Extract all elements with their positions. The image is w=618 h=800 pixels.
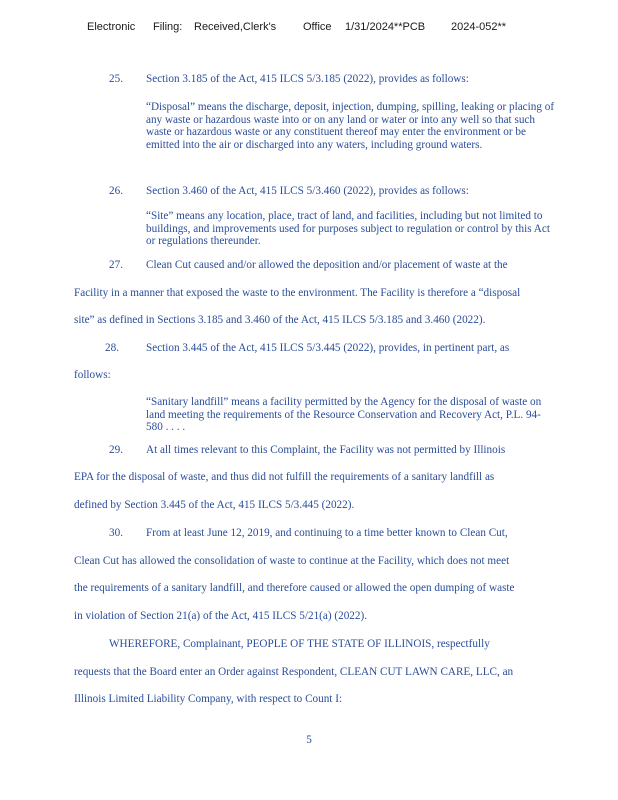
paragraph-number-25: 25. (109, 73, 123, 85)
paragraph-number-27: 27. (109, 259, 123, 271)
paragraph-number-29: 29. (109, 444, 123, 456)
header-case: 2024-052** (451, 21, 507, 33)
paragraph-29-line-2: EPA for the disposal of waste, and thus did not fulfill the requirements of a sanitary landfill as (74, 471, 495, 483)
paragraph-number-28: 28. (105, 342, 119, 354)
paragraph-number-26: 26. (109, 185, 123, 197)
block-quote-site: “Site” means any location, place, tract of land, and facilities, including but not limited to buildings, and improvements used for purposes subject to regulation or control by this Act or regulations thereunder. (146, 210, 550, 247)
paragraph-27-line-2: Facility in a manner that exposed the waste to the environment. The Facility is therefore a “disposal (74, 287, 521, 299)
paragraph-29-line-1: At all times relevant to this Complaint, the Facility was not permitted by Illinois (146, 444, 506, 456)
wherefore-line-3: Illinois Limited Liability Company, with respect to Count I: (74, 693, 343, 705)
block-quote-disposal: “Disposal” means the discharge, deposit, injection, dumping, spilling, leaking or placing of any waste or hazardous waste into or on any land or water or into any well so that such waste or hazardous waste or any constituent thereof may enter the environment or be emitted into the air or discharged into any waters, including ground waters. (146, 101, 555, 151)
header-stamp: 1/31/2024**PCB (345, 21, 426, 33)
header-filing: Filing: (153, 21, 183, 33)
paragraph-27-line-1: Clean Cut caused and/or allowed the deposition and/or placement of waste at the (146, 259, 508, 271)
paragraph-30-line-1: From at least June 12, 2019, and continuing to a time better known to Clean Cut, (146, 527, 508, 539)
wherefore-line-1: WHEREFORE, Complainant, PEOPLE OF THE STATE OF ILLINOIS, respectfully (109, 638, 490, 650)
paragraph-26-text: Section 3.460 of the Act, 415 ILCS 5/3.460 (2022), provides as follows: (146, 185, 469, 197)
paragraph-29-line-3: defined by Section 3.445 of the Act, 415 ILCS 5/3.445 (2022). (74, 499, 355, 511)
paragraph-30-line-4: in violation of Section 21(a) of the Act, 415 ILCS 5/21(a) (2022). (74, 610, 367, 622)
block-quote-sanitary-landfill: “Sanitary landfill” means a facility permitted by the Agency for the disposal of waste on land meeting the requirements of the Resource Conservation and Recovery Act, P.L. 94-580 . . . . (146, 396, 542, 433)
header-electronic: Electronic (87, 21, 136, 33)
paragraph-30-line-3: the requirements of a sanitary landfill, and therefore caused or allowed the open dumping of waste (74, 582, 515, 594)
header-office: Office (303, 21, 332, 33)
header-received: Received,Clerk's (194, 21, 277, 33)
paragraph-28-line-2: follows: (74, 369, 111, 381)
paragraph-28-line-1: Section 3.445 of the Act, 415 ILCS 5/3.445 (2022), provides, in pertinent part, as (146, 342, 510, 354)
paragraph-30-line-2: Clean Cut has allowed the consolidation of waste to continue at the Facility, which does not meet (74, 555, 510, 567)
page-number: 5 (306, 734, 312, 746)
paragraph-25-text: Section 3.185 of the Act, 415 ILCS 5/3.185 (2022), provides as follows: (146, 73, 469, 85)
paragraph-number-30: 30. (109, 527, 123, 539)
paragraph-27-line-3: site” as defined in Sections 3.185 and 3.460 of the Act, 415 ILCS 5/3.185 and 3.460 (2022). (74, 314, 486, 326)
wherefore-line-2: requests that the Board enter an Order against Respondent, CLEAN CUT LAWN CARE, LLC, an (74, 666, 514, 678)
